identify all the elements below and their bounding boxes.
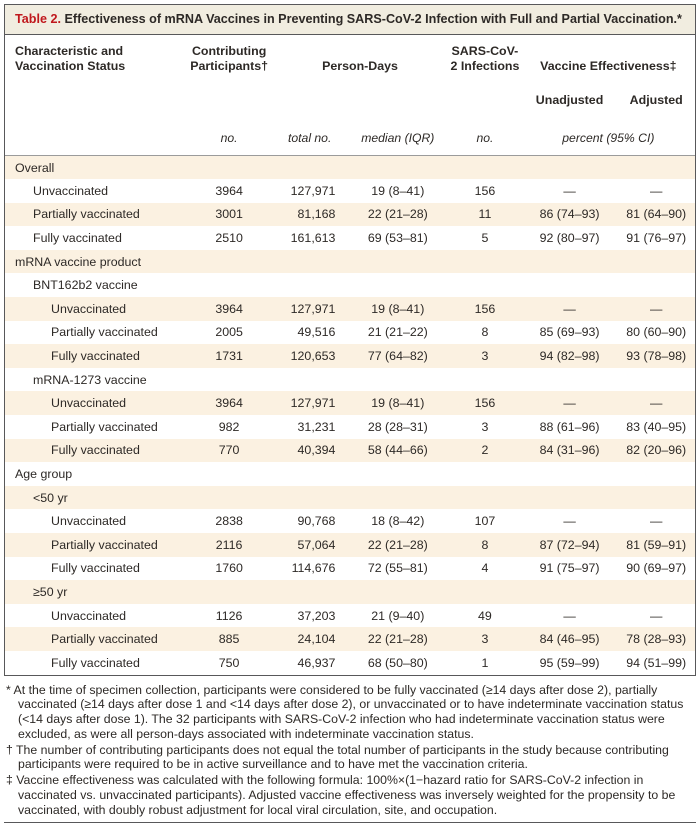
contributing-participants: 3964 (215, 301, 243, 316)
contributing-participants (186, 580, 272, 604)
ve-unadjusted: — (563, 608, 576, 623)
ve-unadjusted (522, 250, 618, 274)
row-label: Unvaccinated (51, 301, 127, 316)
row-label: Overall (15, 160, 55, 175)
contributing-participants: 3001 (215, 207, 243, 222)
person-days-total (272, 486, 348, 510)
row-label: Fully vaccinated (33, 231, 122, 246)
table-container (4, 4, 696, 676)
person-days-total (272, 580, 348, 604)
contributing-participants: 3964 (215, 396, 243, 411)
person-days-median: 22 (21–28) (367, 632, 428, 647)
ve-unadjusted (522, 273, 618, 297)
table-row (5, 368, 695, 392)
ve-adjusted: 81 (64–90) (626, 207, 687, 222)
row-label: BNT162b2 vaccine (33, 278, 138, 293)
person-days-median: 19 (8–41) (371, 396, 425, 411)
footnote-text: The number of contributing participants does not equal the total number of participants in the study because contributing participants were required to be in active surveillance and to have met the vaccination criteria. (16, 742, 669, 772)
contributing-participants (186, 155, 272, 179)
row-label: Partially vaccinated (51, 419, 158, 434)
header-spacer (5, 74, 522, 110)
ve-unadjusted (522, 580, 618, 604)
ve-unadjusted: — (563, 396, 576, 411)
contributing-participants (186, 368, 272, 392)
infections-count: 3 (481, 349, 489, 364)
col-header-characteristic: Characteristic and Vaccination Status (15, 43, 126, 73)
table-title-text: Effectiveness of mRNA Vaccines in Preventing SARS-CoV-2 Infection with Full and Partial Vaccination.* (64, 12, 682, 26)
ve-adjusted: 93 (78–98) (626, 349, 687, 364)
footnote-text: Vaccine effectiveness was calculated with the following formula: 100%×(1−hazard ratio for SARS-CoV-2 infection in vaccinated vs. unvaccinated participants). Adjusted vaccine effectiveness was inversely weighted for the propensity to be vaccinated, with doubly robust adjustment for local viral circulation, site, and occupation. (16, 773, 676, 817)
contributing-participants: 770 (218, 443, 240, 458)
col-header-unadjusted: Unadjusted (535, 92, 604, 107)
ve-unadjusted: 85 (69–93) (539, 325, 600, 340)
unit-no-infections: no. (448, 110, 522, 156)
contributing-participants: 3964 (215, 183, 243, 198)
footnote (6, 773, 694, 817)
footnote (6, 743, 694, 773)
ve-adjusted: — (649, 301, 663, 316)
row-label: mRNA-1273 vaccine (33, 372, 147, 387)
ve-adjusted: 78 (28–93) (626, 632, 687, 647)
ve-adjusted (617, 273, 695, 297)
ve-unadjusted: — (563, 514, 576, 529)
col-header-person-days: Person-Days (322, 58, 398, 73)
footnotes (4, 676, 696, 818)
row-label: Unvaccinated (51, 514, 127, 529)
table-row (5, 462, 695, 486)
infections-count: 49 (478, 608, 492, 623)
infections-count: 3 (481, 419, 489, 434)
ve-adjusted: — (649, 514, 663, 529)
contributing-participants (186, 273, 272, 297)
infections-count: 1 (481, 655, 489, 670)
person-days-total: 37,203 (297, 608, 336, 623)
person-days-median (347, 273, 448, 297)
contributing-participants: 982 (218, 419, 240, 434)
table-row (5, 391, 695, 415)
table-row (5, 627, 695, 651)
row-label: Age group (15, 467, 73, 481)
row-label: Partially vaccinated (33, 207, 140, 222)
person-days-median (347, 462, 448, 486)
ve-adjusted: 80 (60–90) (626, 325, 687, 340)
person-days-total: 46,937 (297, 655, 336, 670)
ve-unadjusted: — (563, 183, 576, 198)
unit-median-iqr: median (IQR) (347, 110, 448, 156)
person-days-total: 57,064 (297, 537, 336, 552)
ve-unadjusted (522, 368, 618, 392)
ve-unadjusted (522, 462, 618, 486)
ve-unadjusted: 86 (74–93) (539, 207, 600, 222)
row-label: Fully vaccinated (51, 655, 140, 670)
person-days-total: 49,516 (297, 325, 336, 340)
contributing-participants: 1731 (215, 349, 243, 364)
ve-unadjusted: 84 (31–96) (539, 443, 600, 458)
footnote-marker: † (6, 742, 17, 757)
contributing-participants: 750 (218, 655, 240, 670)
person-days-total: 127,971 (290, 301, 336, 316)
ve-adjusted (617, 580, 695, 604)
row-label: Unvaccinated (33, 183, 109, 198)
person-days-total: 24,104 (297, 632, 336, 647)
person-days-total: 40,394 (297, 443, 336, 458)
ve-adjusted (617, 462, 695, 486)
person-days-median: 21 (21–22) (367, 325, 428, 340)
col-header-vaccine-effectiveness: Vaccine Effectiveness‡ (540, 58, 677, 73)
person-days-median: 22 (21–28) (367, 537, 428, 552)
contributing-participants: 885 (218, 632, 240, 647)
table-row (5, 273, 695, 297)
person-days-median (347, 580, 448, 604)
person-days-total: 114,676 (291, 561, 336, 576)
person-days-total: 127,971 (290, 396, 336, 411)
ve-adjusted (617, 155, 695, 179)
person-days-total: 127,971 (290, 183, 336, 198)
ve-adjusted (617, 250, 695, 274)
ve-adjusted: 81 (59–91) (626, 537, 687, 552)
contributing-participants (186, 462, 272, 486)
person-days-median: 19 (8–41) (371, 301, 425, 316)
infections-count: 156 (474, 396, 496, 411)
col-header-sars-cov-2-infections: SARS-CoV-2 Infections (450, 43, 520, 73)
person-days-median: 28 (28–31) (367, 419, 428, 434)
row-label: Fully vaccinated (51, 561, 140, 576)
table-row (5, 297, 695, 321)
table-row (5, 439, 695, 463)
person-days-total (272, 368, 348, 392)
row-label: Unvaccinated (51, 396, 127, 411)
contributing-participants: 2005 (215, 325, 243, 340)
ve-unadjusted: 91 (75–97) (539, 561, 600, 576)
table-row (5, 651, 695, 675)
person-days-total (272, 155, 348, 179)
contributing-participants: 1760 (215, 561, 243, 576)
row-label: Fully vaccinated (51, 349, 140, 364)
table-row (5, 533, 695, 557)
person-days-median: 58 (44–66) (367, 443, 428, 458)
infections-count: 3 (481, 632, 489, 647)
person-days-median: 18 (8–42) (371, 514, 425, 529)
unit-percent-ci: percent (95% CI) (522, 110, 695, 156)
ve-adjusted: 82 (20–96) (626, 443, 687, 458)
data-table (5, 35, 695, 675)
person-days-median: 68 (50–80) (367, 655, 428, 670)
table-row (5, 557, 695, 581)
table-row (5, 486, 695, 510)
contributing-participants: 2510 (215, 231, 243, 246)
infections-count: 156 (474, 301, 496, 316)
table-row (5, 509, 695, 533)
person-days-median (347, 250, 448, 274)
person-days-total: 120,653 (290, 349, 336, 364)
person-days-total (272, 273, 348, 297)
table-row (5, 179, 695, 203)
person-days-median (347, 155, 448, 179)
ve-unadjusted: 84 (46–95) (539, 632, 600, 647)
ve-adjusted: 83 (40–95) (626, 419, 687, 434)
infections-count: 4 (481, 561, 489, 576)
ve-unadjusted (522, 486, 618, 510)
table-row (5, 250, 695, 274)
infections-count: 8 (481, 325, 489, 340)
person-days-total: 90,768 (297, 514, 336, 529)
unit-spacer (5, 110, 186, 156)
person-days-median: 72 (55–81) (367, 561, 428, 576)
infections-count (448, 250, 522, 274)
table-body (5, 155, 695, 674)
infections-count (448, 273, 522, 297)
infections-count (448, 155, 522, 179)
person-days-total: 81,168 (297, 207, 336, 222)
person-days-median: 21 (9–40) (371, 608, 425, 623)
person-days-median: 19 (8–41) (371, 183, 425, 198)
contributing-participants: 1126 (215, 608, 243, 623)
ve-adjusted (617, 368, 695, 392)
infections-count: 107 (474, 514, 496, 529)
table-row (5, 415, 695, 439)
col-header-adjusted: Adjusted (629, 92, 683, 107)
row-label: Fully vaccinated (51, 443, 140, 458)
contributing-participants (186, 486, 272, 510)
footnote (6, 683, 694, 742)
table-header (5, 35, 695, 156)
person-days-median: 77 (64–82) (367, 349, 428, 364)
contributing-participants (186, 250, 272, 274)
ve-adjusted: — (649, 396, 663, 411)
row-label: Partially vaccinated (51, 325, 158, 340)
infections-count: 156 (474, 183, 496, 198)
ve-unadjusted: 88 (61–96) (539, 419, 600, 434)
ve-unadjusted: — (563, 301, 576, 316)
infections-count (448, 462, 522, 486)
person-days-median (347, 368, 448, 392)
table-row (5, 226, 695, 250)
infections-count: 8 (481, 537, 489, 552)
footnote-marker: * (6, 682, 14, 697)
table-row (5, 155, 695, 179)
infections-count (448, 486, 522, 510)
row-label: Partially vaccinated (51, 537, 158, 552)
table-number: Table 2. (15, 12, 61, 26)
infections-count (448, 580, 522, 604)
table-row (5, 344, 695, 368)
row-label: Partially vaccinated (51, 632, 158, 647)
contributing-participants: 2116 (215, 537, 243, 552)
ve-unadjusted: 92 (80–97) (539, 231, 600, 246)
infections-count: 11 (478, 207, 492, 222)
infections-count: 2 (481, 443, 489, 458)
ve-adjusted (617, 486, 695, 510)
person-days-total (272, 250, 348, 274)
person-days-total: 161,613 (290, 231, 336, 246)
ve-unadjusted (522, 155, 618, 179)
infections-count: 5 (481, 231, 489, 246)
row-label: Unvaccinated (51, 608, 127, 623)
col-header-contributing-participants: Contributing Participants† (190, 43, 269, 73)
ve-unadjusted: 95 (59–99) (539, 655, 600, 670)
table-row (5, 203, 695, 227)
ve-adjusted: — (649, 608, 663, 623)
person-days-median: 22 (21–28) (367, 207, 428, 222)
ve-unadjusted: 94 (82–98) (539, 349, 600, 364)
unit-total-no: total no. (272, 110, 348, 156)
row-label: ≥50 yr (33, 584, 68, 599)
table-row (5, 321, 695, 345)
footnote-marker: ‡ (6, 773, 17, 788)
ve-adjusted: — (649, 183, 663, 198)
footnote-text: At the time of specimen collection, participants were considered to be fully vaccinated (≥14 days after dose 2), partially vaccinated (≥14 days after dose 1 and <14 days after dose 2), or unvaccinated or to have indeterminate vaccination status (<14 days after dose 1). The 32 participants with SARS-CoV-2 infection who had indeterminate vaccination status were excluded, as were all person-days associated with indeterminate vaccination status. (13, 682, 684, 741)
person-days-total: 31,231 (297, 419, 336, 434)
infections-count (448, 368, 522, 392)
bottom-rule (4, 822, 696, 823)
table-title (5, 5, 695, 35)
ve-adjusted: 91 (76–97) (626, 231, 687, 246)
table-row (5, 580, 695, 604)
row-label: <50 yr (33, 490, 68, 505)
person-days-median (347, 486, 448, 510)
unit-no: no. (186, 110, 272, 156)
ve-unadjusted: 87 (72–94) (539, 537, 600, 552)
table-row (5, 604, 695, 628)
ve-adjusted: 94 (51–99) (626, 655, 687, 670)
person-days-total (272, 462, 348, 486)
contributing-participants: 2838 (215, 514, 243, 529)
ve-adjusted: 90 (69–97) (626, 561, 687, 576)
row-label: mRNA vaccine product (15, 254, 142, 269)
person-days-median: 69 (53–81) (367, 231, 428, 246)
